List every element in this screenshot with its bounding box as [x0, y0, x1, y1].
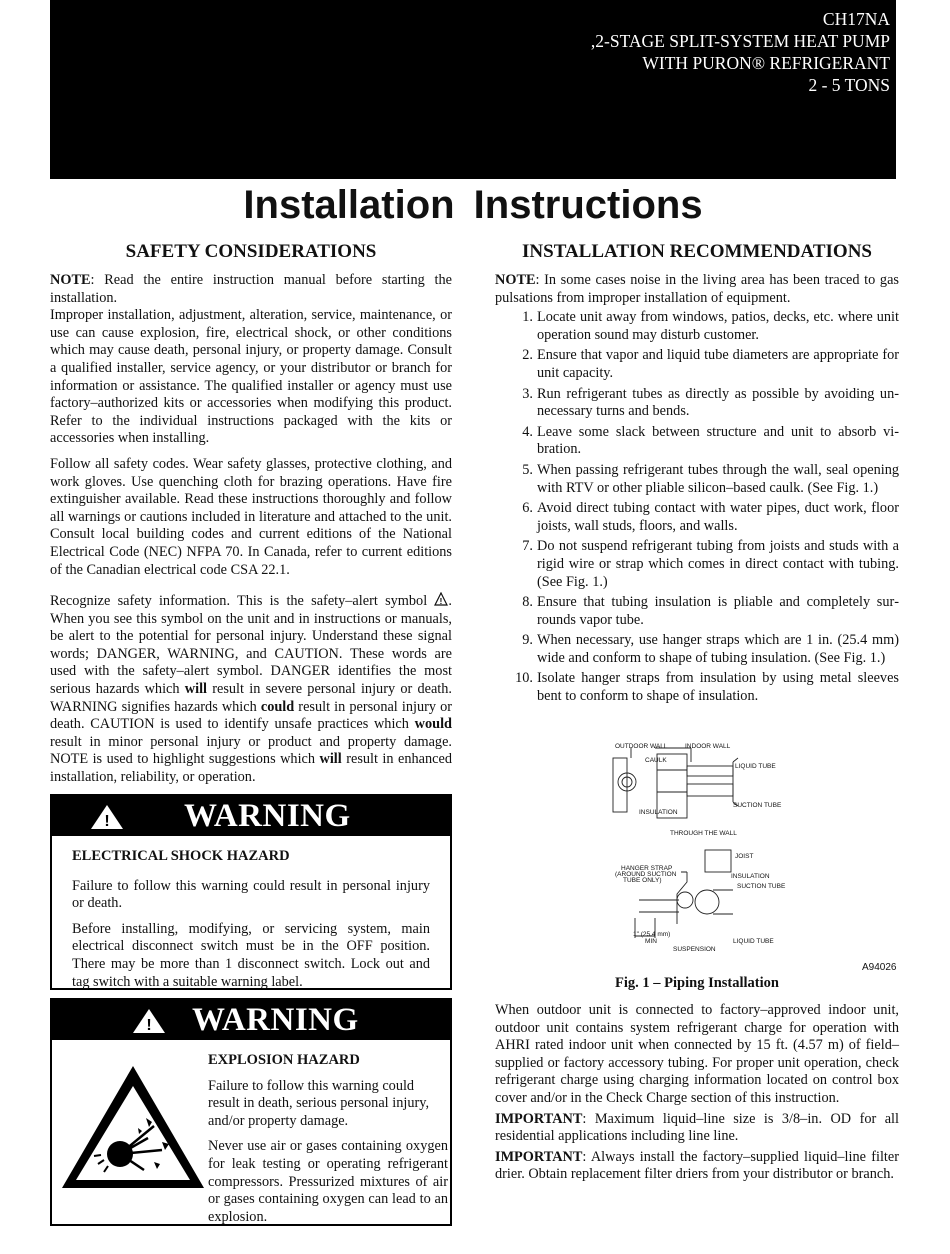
label-caulk: CAULK: [645, 757, 667, 764]
item-text: Locate unit away from windows, patios, decks, etc. where unit operation sound may disturb customer.: [537, 309, 899, 343]
warning-bar: [52, 1000, 450, 1040]
recommendation-item: [495, 670, 899, 705]
safety-alert-icon: [434, 592, 448, 606]
label-outdoor-wall: OUTDOOR WALL: [615, 743, 668, 750]
piping-installation-diagram: [595, 740, 905, 980]
label-min-1: 1" (25.4 mm): [633, 931, 671, 938]
page-title: Installation Instructions: [243, 183, 703, 227]
warning-body: [188, 1040, 460, 1244]
note-label: NOTE: [495, 272, 536, 288]
item-number: 9.: [522, 632, 533, 649]
important-text: : Maximum liquid–line size is 3/8–in. OD for all residential applications including line line.: [495, 1110, 899, 1145]
item-number: 4.: [522, 423, 533, 440]
item-text: Run refrigerant tubes as directly as possible by avoiding unnecessary turns and bends.: [537, 385, 899, 420]
item-number: 5.: [522, 461, 533, 478]
important-text: : Always install the factory–supplied liquid–line filter drier. Obtain replacement filter driers from your distributor or branch.: [495, 1148, 899, 1183]
svg-text:!: !: [104, 813, 110, 830]
note-label: NOTE: [50, 272, 91, 288]
safety-note: [50, 272, 452, 307]
tonnage-line: 2 - 5 TONS: [808, 75, 890, 95]
recommendation-item: [495, 632, 899, 667]
through-wall-labels: [615, 743, 782, 837]
item-number: 3.: [522, 385, 533, 402]
label-suction-tube-2: SUCTION TUBE: [737, 883, 786, 890]
recommendation-item: [495, 462, 899, 497]
recommendations-list: [495, 309, 899, 705]
item-number: 10.: [515, 670, 533, 687]
safety-section: [50, 240, 452, 795]
label-suspension: SUSPENSION: [673, 946, 716, 953]
svg-text:!: !: [440, 597, 443, 607]
warning-paragraph-2: Never use air or gases containing oxygen for leak testing or operating refrigerant compressors. Pressurized mixtures of air or gases containing oxygen can lead to an explosion.: [208, 1138, 448, 1225]
product-line: ,2-STAGE SPLIT-SYSTEM HEAT PUMP: [590, 31, 890, 51]
label-min-2: MIN: [645, 938, 657, 945]
header-band: [50, 0, 896, 179]
warning-label: WARNING: [184, 798, 351, 834]
item-text: When passing refrigerant tubes through the wall, seal opening with RTV or other pliable silicon–based caulk. (See Fig. 1.): [537, 461, 899, 496]
hazard-title: ELECTRICAL SHOCK HAZARD: [72, 848, 290, 864]
safety-paragraph-1: Improper installation, adjustment, alteration, service, maintenance, or use can cause explosion, fire, electrical shock, or other conditions which may cause death, personal injury, or property damage. Consult a qualified installer, service agency, or your distributor or branch for information or assistance. The qualified installer or agency must use factory–authorized kits or accessories when modifying this product. Refer to the individual instructions packaged with the kits or accessories when installing.: [50, 307, 452, 447]
charge-info-section: [495, 1002, 899, 1187]
p3-text-f: result in enhanced installation, reliability, or operation.: [50, 751, 452, 786]
recommendation-item: [495, 347, 899, 382]
refrigerant-line: WITH PURON® REFRIGERANT: [642, 53, 890, 73]
recommendations-section: [495, 240, 899, 709]
item-text: Do not suspend refrigerant tubing from joists and studs with a rigid wire or strap which comes in direct contact with tubing.(See Fig. 1.): [537, 538, 899, 590]
header-text: [591, 8, 890, 96]
explosion-icon: [58, 1062, 208, 1192]
label-through-wall: THROUGH THE WALL: [670, 830, 737, 837]
label-hanger-strap: HANGER STRAP: [621, 865, 673, 872]
warning-box-electrical: [50, 794, 452, 990]
item-number: 7.: [522, 538, 533, 555]
safety-heading: SAFETY CONSIDERATIONS: [125, 241, 377, 262]
recommendation-item: [495, 386, 899, 421]
note-text: : In some cases noise in the living area has been traced to gas pulsations from improper installation of equipment.: [495, 272, 899, 306]
item-text: Avoid direct tubing contact with water pipes, duct work, floor joists, wall studs, floors, and walls.: [537, 500, 899, 534]
item-text: Isolate hanger straps from insulation by using metal sleeves bent to conform to shape of insulation.: [537, 670, 899, 705]
suspension-drawing: [635, 850, 733, 938]
note-text: : Read the entire instruction manual before starting the installation.: [50, 272, 452, 306]
warning-paragraph-1: Failure to follow this warning could result in death, serious personal injury, and/or property damage.: [208, 1077, 430, 1129]
item-text: Leave some slack between structure and unit to absorb vibration.: [537, 423, 899, 458]
label-indoor-wall: INDOOR WALL: [685, 743, 731, 750]
warning-triangle-icon: [90, 804, 124, 830]
recommendations-heading: INSTALLATION RECOMMENDATIONS: [522, 241, 872, 262]
label-hanger-strap-2: (AROUND SUCTION: [615, 871, 677, 878]
item-text: Ensure that vapor and liquid tube diameters are appropriate for unit capacity.: [537, 347, 899, 381]
warning-box-explosion: [50, 998, 452, 1226]
label-suction-tube: SUCTION TUBE: [733, 802, 782, 809]
charge-paragraph: When outdoor unit is connected to factory–approved indoor unit, outdoor unit contains system refrigerant charge for operation with AHRI rated indoor unit when connected by 15 ft. (4.57 m) of field–supplied or factory accessory tubing. For proper unit operation, check refrigerant charge using charging information located on control box cover and/or in the Check Charge section of this instruction.: [495, 1002, 899, 1106]
important-label: IMPORTANT: [495, 1148, 583, 1165]
item-number: 1.: [522, 309, 533, 326]
p3-will-2: will: [319, 751, 342, 768]
warning-label: WARNING: [192, 1002, 359, 1038]
warning-paragraph-1: Failure to follow this warning could result in personal injury or death.: [72, 877, 430, 912]
safety-paragraph-2: Follow all safety codes. Wear safety glasses, protective clothing, and work gloves. Use quenching cloth for brazing operations. Have fire extinguisher available. Read these instructions thoroughly and follow all warnings or cautions included in literature and attached to the unit. Consult local building codes and current editions of the National Electrical Code (NEC) NFPA 70. In Canada, refer to current editions of the Canadian electrical code CSA 22.1.: [50, 455, 452, 578]
warning-paragraph-2: Before installing, modifying, or servicing system, main electrical disconnect switch must be in the OFF position. There may be more than 1 disconnect switch. Lock out and tag switch with a suitable warning label.: [72, 920, 430, 990]
recommendation-item: [495, 309, 899, 344]
suspension-labels: [615, 853, 786, 953]
p3-text-d: result in personal injury or death. CAUTION is used to identify unsafe practices which: [50, 698, 452, 733]
recommendation-item: [495, 538, 899, 591]
recommendation-item: [495, 594, 899, 629]
item-number: 8.: [522, 594, 533, 611]
label-insulation: INSULATION: [639, 809, 678, 816]
p3-could: could: [260, 698, 295, 715]
figure-id: A94026: [862, 962, 897, 973]
safety-paragraph-3: [50, 592, 452, 787]
recommendations-note: [495, 272, 899, 307]
label-insulation-2: INSULATION: [731, 873, 770, 880]
p3-text-b: . When you see this symbol on the unit and in instructions or manuals, be alert to the potential for personal injury. Understand these signal words; DANGER, WARNING, and CAUTION. These words are used with the safety–alert symbol. DANGER identifies the most serious hazards which: [50, 593, 452, 698]
p3-text-e: result in minor personal injury or product and property damage. NOTE is used to highlight suggestions which: [50, 733, 452, 768]
figure-caption: Fig. 1 – Piping Installation: [615, 975, 779, 991]
important-note-2: [495, 1149, 899, 1184]
hazard-title: EXPLOSION HAZARD: [208, 1052, 360, 1068]
item-text: When necessary, use hanger straps which are 1 in. (25.4 mm) wide and conform to shape of tubing insulation. (See Fig. 1.): [537, 632, 899, 666]
svg-text:!: !: [146, 1017, 152, 1034]
model-number: CH17NA: [822, 9, 890, 29]
item-number: 6.: [522, 500, 533, 517]
recommendation-item: [495, 424, 899, 459]
recommendation-item: [495, 500, 899, 535]
p3-text-a: Recognize safety information. This is the safety–alert symbol: [50, 593, 435, 610]
item-text: Ensure that tubing insulation is pliable and completely surrounds vapor tube.: [537, 594, 899, 628]
label-joist: JOIST: [735, 853, 754, 860]
warning-body: [52, 836, 450, 1009]
warning-triangle-icon: [132, 1008, 166, 1034]
p3-will: will: [184, 681, 208, 698]
through-wall-drawing: [613, 748, 738, 818]
p3-would: would: [414, 716, 452, 733]
important-note-1: [495, 1111, 899, 1146]
warning-bar: [52, 796, 450, 836]
label-liquid-tube-2: LIQUID TUBE: [733, 938, 774, 945]
label-liquid-tube: LIQUID TUBE: [735, 763, 776, 770]
p3-text-c: result in severe personal injury or death. WARNING signifies hazards which: [50, 681, 452, 715]
important-label: IMPORTANT: [495, 1110, 583, 1127]
item-number: 2.: [522, 347, 533, 364]
label-hanger-strap-3: TUBE ONLY): [623, 877, 662, 884]
